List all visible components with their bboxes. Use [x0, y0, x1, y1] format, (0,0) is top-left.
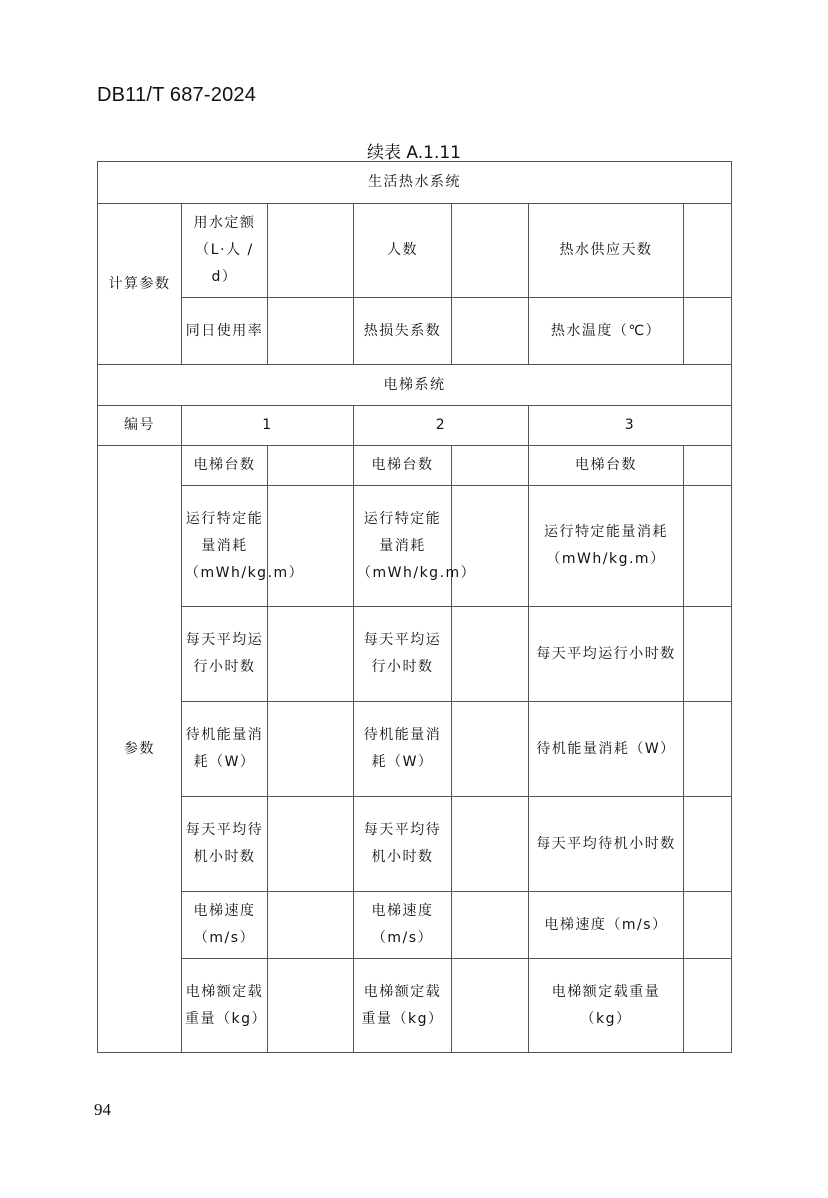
elevator-2-param-label: 每天平均待机小时数: [354, 797, 452, 892]
elevator-2-param-label: 待机能量消耗（W）: [354, 702, 452, 797]
elevator-number-3: 3: [529, 406, 732, 446]
elevator-2-param-value[interactable]: [452, 959, 529, 1053]
elevator-3-param-label: 待机能量消耗（W）: [529, 702, 684, 797]
table-row: [98, 959, 732, 1053]
elevator-number-1: 1: [182, 406, 354, 446]
elevator-1-param-value[interactable]: [268, 702, 354, 797]
table-row: [98, 365, 732, 406]
table-row: [98, 162, 732, 204]
elevator-3-param-value[interactable]: [684, 607, 732, 702]
table-row: [98, 892, 732, 959]
supply-days-label: 热水供应天数: [529, 204, 684, 298]
elevator-3-param-label: 每天平均运行小时数: [529, 607, 684, 702]
table-row: [98, 702, 732, 797]
heat-loss-label: 热损失系数: [354, 298, 452, 365]
elevator-2-param-label: 每天平均运行小时数: [354, 607, 452, 702]
table-row: [98, 607, 732, 702]
table-row: [98, 797, 732, 892]
supply-days-value[interactable]: [684, 204, 732, 298]
table-row: [98, 446, 732, 486]
elevator-1-param-label: 每天平均待机小时数: [182, 797, 268, 892]
elevator-1-param-label: 运行特定能量消耗（mWh/kg.m）: [182, 486, 268, 607]
elevator-2-param-value[interactable]: [452, 702, 529, 797]
elevator-1-param-label: 电梯台数: [182, 446, 268, 486]
table-row: [98, 406, 732, 446]
parameter-table: [97, 161, 732, 1053]
document-code: DB11/T 687-2024: [97, 84, 257, 106]
elevator-2-param-label: 电梯速度（m/s）: [354, 892, 452, 959]
elevator-1-param-value[interactable]: [268, 486, 354, 607]
elevator-3-param-value[interactable]: [684, 797, 732, 892]
elevator-2-param-value[interactable]: [452, 892, 529, 959]
heat-loss-value[interactable]: [452, 298, 529, 365]
elevator-3-param-label: 电梯额定载重量（kg）: [529, 959, 684, 1053]
elevator-2-param-label: 运行特定能量消耗（mWh/kg.m）: [354, 486, 452, 607]
elevator-3-param-label: 每天平均待机小时数: [529, 797, 684, 892]
elevator-1-param-label: 电梯额定载重量（kg）: [182, 959, 268, 1053]
usage-rate-value[interactable]: [268, 298, 354, 365]
elevator-2-param-value[interactable]: [452, 797, 529, 892]
people-count-value[interactable]: [452, 204, 529, 298]
elevator-1-param-value[interactable]: [268, 797, 354, 892]
elevator-1-param-value[interactable]: [268, 892, 354, 959]
water-quota-label: 用水定额（L·人 / d）: [182, 204, 268, 298]
elevator-3-param-label: 电梯速度（m/s）: [529, 892, 684, 959]
people-count-label: 人数: [354, 204, 452, 298]
elevator-1-param-label: 每天平均运行小时数: [182, 607, 268, 702]
params-label: 参数: [98, 446, 182, 1053]
usage-rate-label: 同日使用率: [182, 298, 268, 365]
water-quota-value[interactable]: [268, 204, 354, 298]
calc-params-label: 计算参数: [98, 204, 182, 365]
elevator-2-param-value[interactable]: [452, 446, 529, 486]
page-number: 94: [94, 1100, 111, 1119]
elevator-3-param-value[interactable]: [684, 446, 732, 486]
elevator-3-param-value[interactable]: [684, 959, 732, 1053]
elevator-number-2: 2: [354, 406, 529, 446]
elevator-1-param-value[interactable]: [268, 959, 354, 1053]
elevator-2-param-value[interactable]: [452, 486, 529, 607]
number-label: 编号: [98, 406, 182, 446]
table-row: [98, 486, 732, 607]
elevator-2-param-label: 电梯额定载重量（kg）: [354, 959, 452, 1053]
water-temp-value[interactable]: [684, 298, 732, 365]
elevator-1-param-value[interactable]: [268, 446, 354, 486]
table-title: 续表 A.1.11: [367, 143, 461, 163]
elevator-3-param-value[interactable]: [684, 486, 732, 607]
elevator-2-param-label: 电梯台数: [354, 446, 452, 486]
table-row: [98, 204, 732, 298]
elevator-3-param-value[interactable]: [684, 702, 732, 797]
water-temp-label: 热水温度（℃）: [529, 298, 684, 365]
elevator-section-title: 电梯系统: [98, 365, 732, 406]
elevator-3-param-value[interactable]: [684, 892, 732, 959]
hot-water-section-title: 生活热水系统: [98, 162, 732, 204]
elevator-1-param-label: 电梯速度（m/s）: [182, 892, 268, 959]
elevator-1-param-value[interactable]: [268, 607, 354, 702]
elevator-2-param-value[interactable]: [452, 607, 529, 702]
elevator-3-param-label: 运行特定能量消耗（mWh/kg.m）: [529, 486, 684, 607]
table-row: [98, 298, 732, 365]
elevator-1-param-label: 待机能量消耗（W）: [182, 702, 268, 797]
elevator-3-param-label: 电梯台数: [529, 446, 684, 486]
